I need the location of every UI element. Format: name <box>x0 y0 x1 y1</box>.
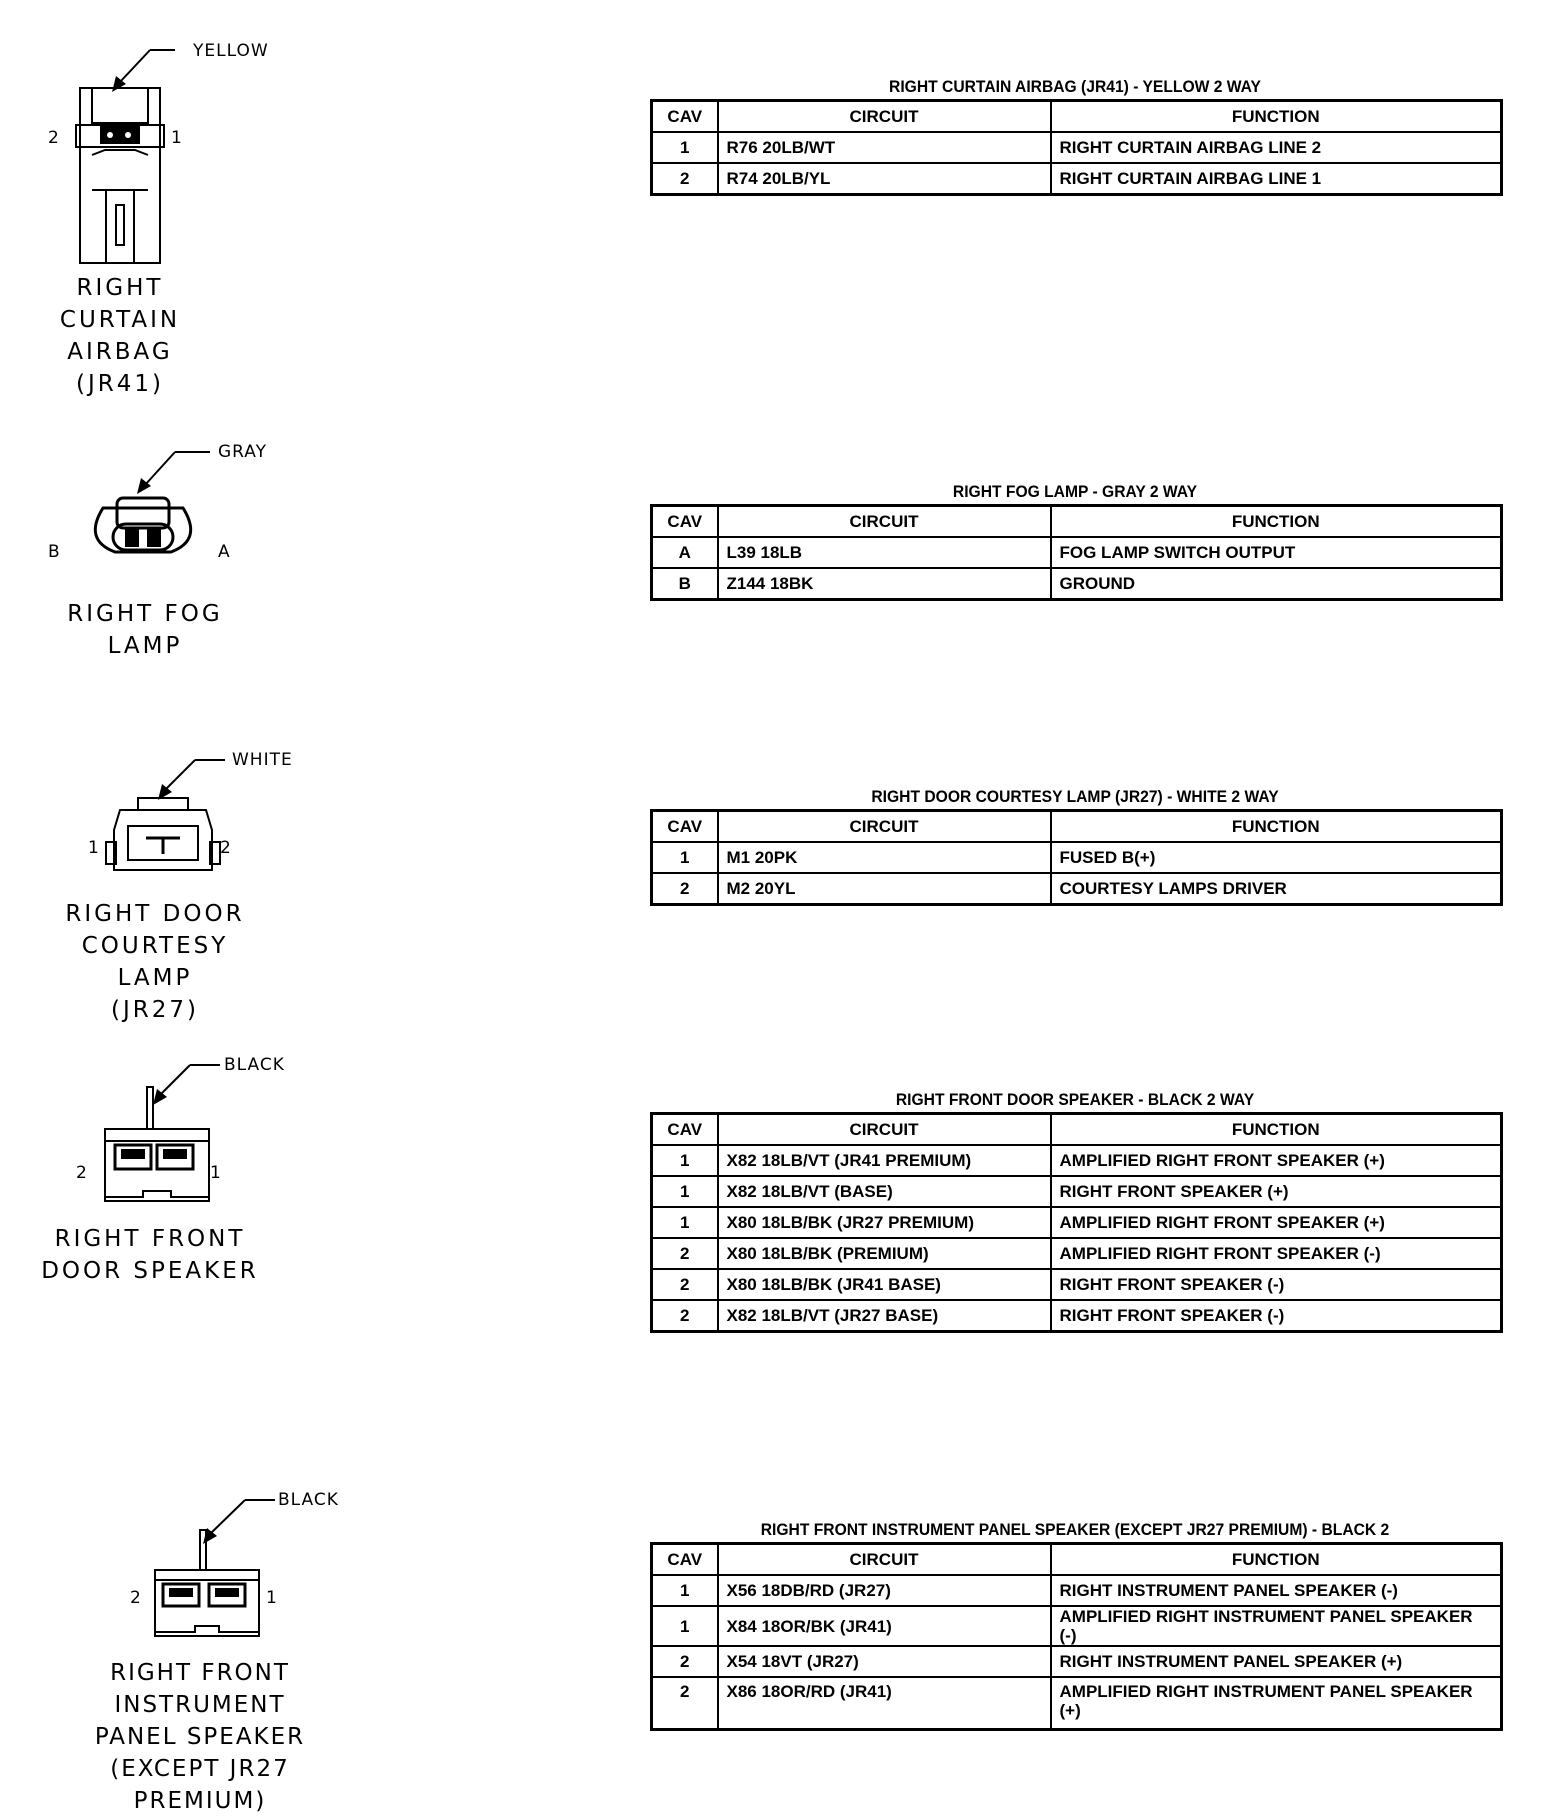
cell-cav: 2 <box>652 1677 718 1730</box>
pin-label-right: 1 <box>210 1163 221 1183</box>
cell-circuit: X82 18LB/VT (JR27 BASE) <box>718 1300 1051 1332</box>
table-header-row <box>652 811 1502 843</box>
pin-label-left: 1 <box>88 838 99 858</box>
table-title: RIGHT CURTAIN AIRBAG (JR41) - YELLOW 2 WAY <box>889 77 1261 96</box>
table-row <box>652 163 1502 195</box>
cell-function: FOG LAMP SWITCH OUTPUT <box>1051 537 1502 568</box>
pin-label-right: A <box>218 542 230 562</box>
cell-function: GROUND <box>1051 568 1502 600</box>
cell-function: COURTESY LAMPS DRIVER <box>1051 873 1502 905</box>
cell-function: RIGHT INSTRUMENT PANEL SPEAKER (-) <box>1051 1575 1502 1606</box>
table-row <box>652 1300 1502 1332</box>
connector-name: RIGHT DOOR COURTESY LAMP (JR27) <box>65 901 245 1023</box>
cell-circuit: R76 20LB/WT <box>718 132 1051 163</box>
cell-function: AMPLIFIED RIGHT FRONT SPEAKER (+) <box>1051 1207 1502 1238</box>
table-row <box>652 1176 1502 1207</box>
cell-function: AMPLIFIED RIGHT INSTRUMENT PANEL SPEAKER (-) <box>1051 1606 1502 1646</box>
pin-label-left: 2 <box>76 1163 87 1183</box>
cell-function: RIGHT FRONT SPEAKER (-) <box>1051 1300 1502 1332</box>
cell-circuit: L39 18LB <box>718 537 1051 568</box>
table-row <box>652 132 1502 163</box>
table-row <box>652 537 1502 568</box>
header-cav: CAV <box>652 1114 718 1146</box>
header-function: FUNCTION <box>1051 506 1502 538</box>
table-row <box>652 1269 1502 1300</box>
header-function: FUNCTION <box>1051 1544 1502 1576</box>
table-row <box>652 1606 1502 1646</box>
table-row <box>652 1575 1502 1606</box>
pin-label-right: 1 <box>171 128 182 148</box>
pin-label-right: 2 <box>220 838 231 858</box>
header-cav: CAV <box>652 506 718 538</box>
cell-cav: 1 <box>652 1575 718 1606</box>
cell-cav: 2 <box>652 1646 718 1677</box>
connector-color-label: GRAY <box>218 442 267 462</box>
pinout-table-block <box>650 1088 1500 1333</box>
cell-function: RIGHT FRONT SPEAKER (+) <box>1051 1176 1502 1207</box>
cell-cav: 2 <box>652 1300 718 1332</box>
connector-color-label: WHITE <box>232 750 293 770</box>
cell-circuit: M2 20YL <box>718 873 1051 905</box>
header-circuit: CIRCUIT <box>718 1544 1051 1576</box>
fog-lamp-connector-icon <box>75 440 215 550</box>
cell-cav: 1 <box>652 132 718 163</box>
table-title: RIGHT FOG LAMP - GRAY 2 WAY <box>952 482 1198 501</box>
connector-name: RIGHT FRONT DOOR SPEAKER <box>41 1226 259 1284</box>
cell-function: AMPLIFIED RIGHT INSTRUMENT PANEL SPEAKER (+) <box>1051 1677 1502 1730</box>
header-function: FUNCTION <box>1051 1114 1502 1146</box>
cell-cav: B <box>652 568 718 600</box>
table-header-row <box>652 506 1502 538</box>
pinout-table <box>650 99 1503 196</box>
cell-circuit: X80 18LB/BK (PREMIUM) <box>718 1238 1051 1269</box>
cell-function: AMPLIFIED RIGHT FRONT SPEAKER (-) <box>1051 1238 1502 1269</box>
pinout-table-block <box>650 75 1500 196</box>
table-header-row <box>652 101 1502 133</box>
courtesy-lamp-connector-icon <box>100 750 230 870</box>
pin-label-left: 2 <box>130 1588 141 1608</box>
cell-circuit: Z144 18BK <box>718 568 1051 600</box>
connector-section-door-speaker <box>0 1045 1568 1445</box>
cell-cav: 1 <box>652 1207 718 1238</box>
cell-cav: 2 <box>652 163 718 195</box>
cell-circuit: X80 18LB/BK (JR27 PREMIUM) <box>718 1207 1051 1238</box>
cell-function: RIGHT FRONT SPEAKER (-) <box>1051 1269 1502 1300</box>
header-cav: CAV <box>652 811 718 843</box>
pinout-table <box>650 1542 1503 1731</box>
table-title: RIGHT FRONT DOOR SPEAKER - BLACK 2 WAY <box>895 1090 1255 1109</box>
cell-function: AMPLIFIED RIGHT FRONT SPEAKER (+) <box>1051 1145 1502 1176</box>
cell-circuit: X54 18VT (JR27) <box>718 1646 1051 1677</box>
pin-label-right: 1 <box>266 1588 277 1608</box>
table-title: RIGHT FRONT INSTRUMENT PANEL SPEAKER (EXCEPT JR27 PREMIUM) - BLACK 2 <box>760 1520 1390 1539</box>
header-cav: CAV <box>652 1544 718 1576</box>
connector-section-courtesy-lamp <box>0 740 1568 1023</box>
cell-cav: 1 <box>652 842 718 873</box>
table-row <box>652 1238 1502 1269</box>
table-row <box>652 568 1502 600</box>
cell-circuit: R74 20LB/YL <box>718 163 1051 195</box>
connector-section-fog-lamp <box>0 430 1568 690</box>
table-row <box>652 1677 1502 1730</box>
cell-cav: 1 <box>652 1145 718 1176</box>
cell-circuit: X80 18LB/BK (JR41 BASE) <box>718 1269 1051 1300</box>
cell-circuit: X82 18LB/VT (JR41 PREMIUM) <box>718 1145 1051 1176</box>
header-cav: CAV <box>652 101 718 133</box>
table-row <box>652 1646 1502 1677</box>
table-row <box>652 1207 1502 1238</box>
connector-section-ip-speker <box>0 1480 1568 1820</box>
airbag-connector-icon <box>70 40 190 270</box>
table-header-row <box>652 1114 1502 1146</box>
cell-cav: 2 <box>652 1238 718 1269</box>
cell-function: RIGHT CURTAIN AIRBAG LINE 1 <box>1051 163 1502 195</box>
header-function: FUNCTION <box>1051 811 1502 843</box>
header-circuit: CIRCUIT <box>718 101 1051 133</box>
pin-label-left: B <box>48 542 60 562</box>
cell-circuit: X84 18OR/BK (JR41) <box>718 1606 1051 1646</box>
header-function: FUNCTION <box>1051 101 1502 133</box>
table-row <box>652 873 1502 905</box>
pinout-table-block <box>650 480 1500 601</box>
cell-function: RIGHT CURTAIN AIRBAG LINE 2 <box>1051 132 1502 163</box>
connector-name: RIGHT FOG LAMP <box>67 601 223 659</box>
pin-label-left: 2 <box>48 128 59 148</box>
connector-color-label: BLACK <box>278 1490 339 1510</box>
cell-circuit: X82 18LB/VT (BASE) <box>718 1176 1051 1207</box>
connector-section-curtain-airbag <box>0 0 1568 400</box>
connector-name: RIGHT CURTAIN AIRBAG (JR41) <box>59 275 181 397</box>
cell-circuit: X86 18OR/RD (JR41) <box>718 1677 1051 1730</box>
pinout-table <box>650 809 1503 906</box>
cell-cav: 1 <box>652 1606 718 1646</box>
connector-color-label: YELLOW <box>193 41 269 61</box>
table-header-row <box>652 1544 1502 1576</box>
cell-function: RIGHT INSTRUMENT PANEL SPEAKER (+) <box>1051 1646 1502 1677</box>
connector-name: RIGHT FRONT INSTRUMENT PANEL SPEAKER (EXCEPT JR27 PREMIUM) <box>94 1660 306 1814</box>
table-title: RIGHT DOOR COURTESY LAMP (JR27) - WHITE 2 WAY <box>871 787 1279 806</box>
door-speaker-connector-icon <box>95 1057 225 1207</box>
ip-speaker-connector-icon <box>145 1492 285 1652</box>
connector-color-label: BLACK <box>224 1055 285 1075</box>
cell-function: FUSED B(+) <box>1051 842 1502 873</box>
header-circuit: CIRCUIT <box>718 506 1051 538</box>
pinout-table-block <box>650 1518 1500 1731</box>
header-circuit: CIRCUIT <box>718 1114 1051 1146</box>
pinout-table-block <box>650 785 1500 906</box>
cell-cav: 1 <box>652 1176 718 1207</box>
pinout-table <box>650 504 1503 601</box>
cell-cav: A <box>652 537 718 568</box>
pinout-table <box>650 1112 1503 1333</box>
cell-cav: 2 <box>652 873 718 905</box>
table-row <box>652 842 1502 873</box>
cell-cav: 2 <box>652 1269 718 1300</box>
cell-circuit: M1 20PK <box>718 842 1051 873</box>
table-row <box>652 1145 1502 1176</box>
cell-circuit: X56 18DB/RD (JR27) <box>718 1575 1051 1606</box>
header-circuit: CIRCUIT <box>718 811 1051 843</box>
